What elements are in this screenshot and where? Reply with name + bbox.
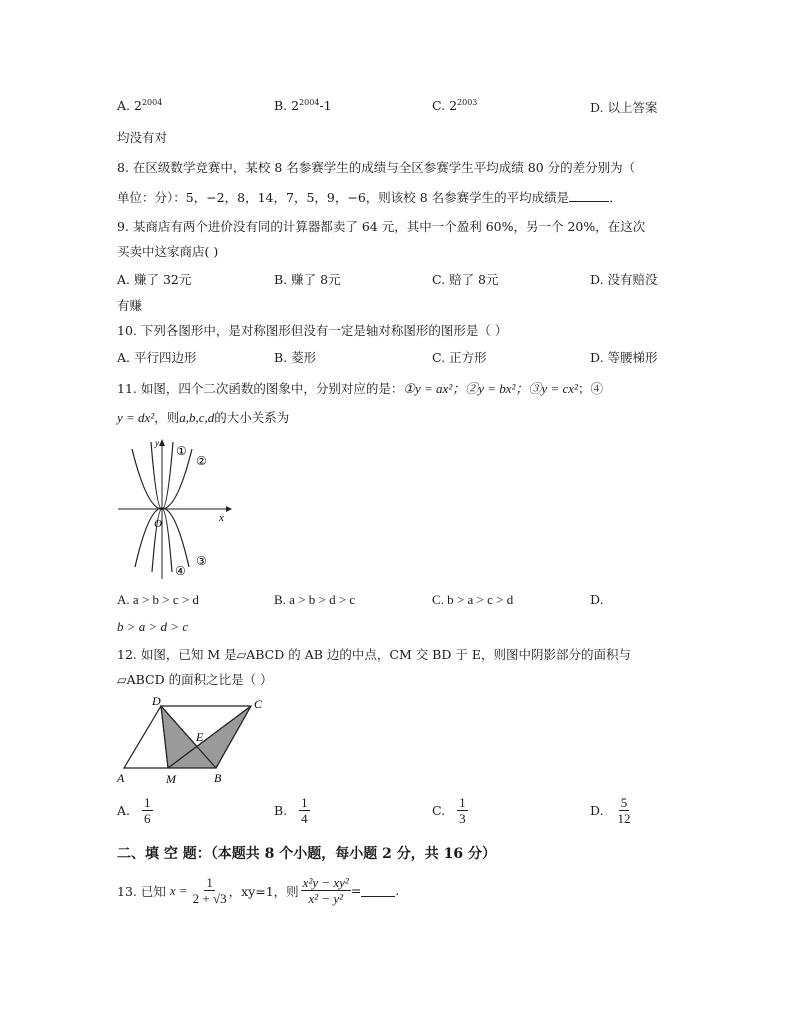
vertex-d-label: D (152, 694, 161, 708)
q11-parabola-figure (118, 437, 233, 580)
q13: 13. 已知 x = $\frac{1}{2 + √3}$ ，xy=1，则 $\frac{\text{x²y − xy²}}{\text{x² − y²}}$ = . (117, 875, 400, 906)
point-e-label: E (196, 730, 204, 744)
q11-option-c: C. b > a > c > d (432, 592, 514, 607)
q9-option-a: A. 赚了 32元 (117, 272, 192, 287)
q11-option-b: B. a > b > d > c (274, 592, 356, 607)
q12-option-a: A. $\frac{1}{6}$ (117, 795, 151, 826)
vertex-b-label: B (214, 771, 222, 785)
q7-option-a: A. $2^{2004}$ (117, 98, 163, 114)
y-axis-label: y (155, 438, 159, 448)
q11-stem: 11. 如图，四个二次函数的图象中，分别对应的是：①y = ax²；②y = bx²；③y = cx²；④ (117, 381, 603, 396)
point-m-label: M (166, 772, 176, 786)
q9-option-d-continued: 有赚 (117, 298, 143, 313)
q13-answer-blank[interactable] (361, 884, 395, 897)
q10-option-c: C. 正方形 (432, 350, 487, 365)
q12-line2: ▱ABCD 的面积之比是（ ） (117, 672, 273, 687)
x-axis-arrow (226, 506, 232, 512)
x-axis-label: x (219, 512, 224, 524)
q7-option-c: C. $2^{2003}$ (432, 98, 478, 114)
q8-answer-blank[interactable] (569, 189, 609, 202)
q12-option-c: C. $\frac{1}{3}$ (432, 795, 466, 826)
origin-label: O (154, 518, 162, 530)
q7-option-d-continued: 均没有对 (117, 130, 168, 145)
q9-option-b: B. 赚了 8元 (274, 272, 341, 287)
q9-option-c: C. 赔了 8元 (432, 272, 499, 287)
parabola-2-label: ② (196, 454, 207, 468)
section-fill-in-title: 二、填 空 题：（本题共 8 个小题，每小题 2 分，共 16 分） (117, 846, 496, 862)
q10-option-d: D. 等腰梯形 (590, 350, 658, 365)
q12-parallelogram-figure (116, 694, 268, 786)
q7-option-b: B. $2^{2004}-1$ (274, 98, 332, 114)
q8-line2: 单位：分）：5，−2，8，14，7，5，9，−6，则该校 8 名参赛学生的平均成绩是 ． (117, 190, 622, 205)
q10-option-a: A. 平行四边形 (117, 350, 197, 365)
q11-option-d: D. (590, 592, 604, 607)
parabola-4-label: ④ (175, 564, 186, 578)
q8-line1: 8. 在区级数学竞赛中，某校 8 名参赛学生的成绩与全区参赛学生平均成绩 80 分的差分别为（ (117, 160, 636, 175)
q11-option-a: A. a > b > c > d (117, 592, 199, 607)
q11-stem-line2: y = dx²，则a,b,c,d的大小关系为 (117, 410, 290, 425)
vertex-a-label: A (117, 771, 125, 785)
q10-stem: 10. 下列各图形中，是对称图形但没有一定是轴对称图形的图形是（ ） (117, 323, 508, 338)
q9-line1: 9. 某商店有两个进价没有同的计算器都卖了 64 元，其中一个盈利 60%，另一个 20%，在这次 (117, 219, 646, 234)
q10-option-b: B. 菱形 (274, 350, 317, 365)
y-axis-arrow (159, 439, 165, 446)
q12-line1: 12. 如图，已知 M 是▱ABCD 的 AB 边的中点，CM 交 BD 于 E，则图中阴影部分的面积与 (117, 647, 631, 662)
q12-option-d: D. $\frac{5}{12}$ (590, 795, 631, 826)
q9-line2: 买卖中这家商店( ) (117, 244, 219, 259)
q9-option-d: D. 没有赔没 (590, 272, 658, 287)
parabola-1-label: ① (176, 444, 187, 458)
q11-option-d-continued: b > a > d > c (117, 619, 189, 634)
vertex-c-label: C (254, 697, 263, 711)
q12-option-b: B. $\frac{1}{4}$ (274, 795, 308, 826)
q7-option-d: D. 以上答案 (590, 100, 658, 115)
parabola-3-label: ③ (196, 554, 207, 568)
